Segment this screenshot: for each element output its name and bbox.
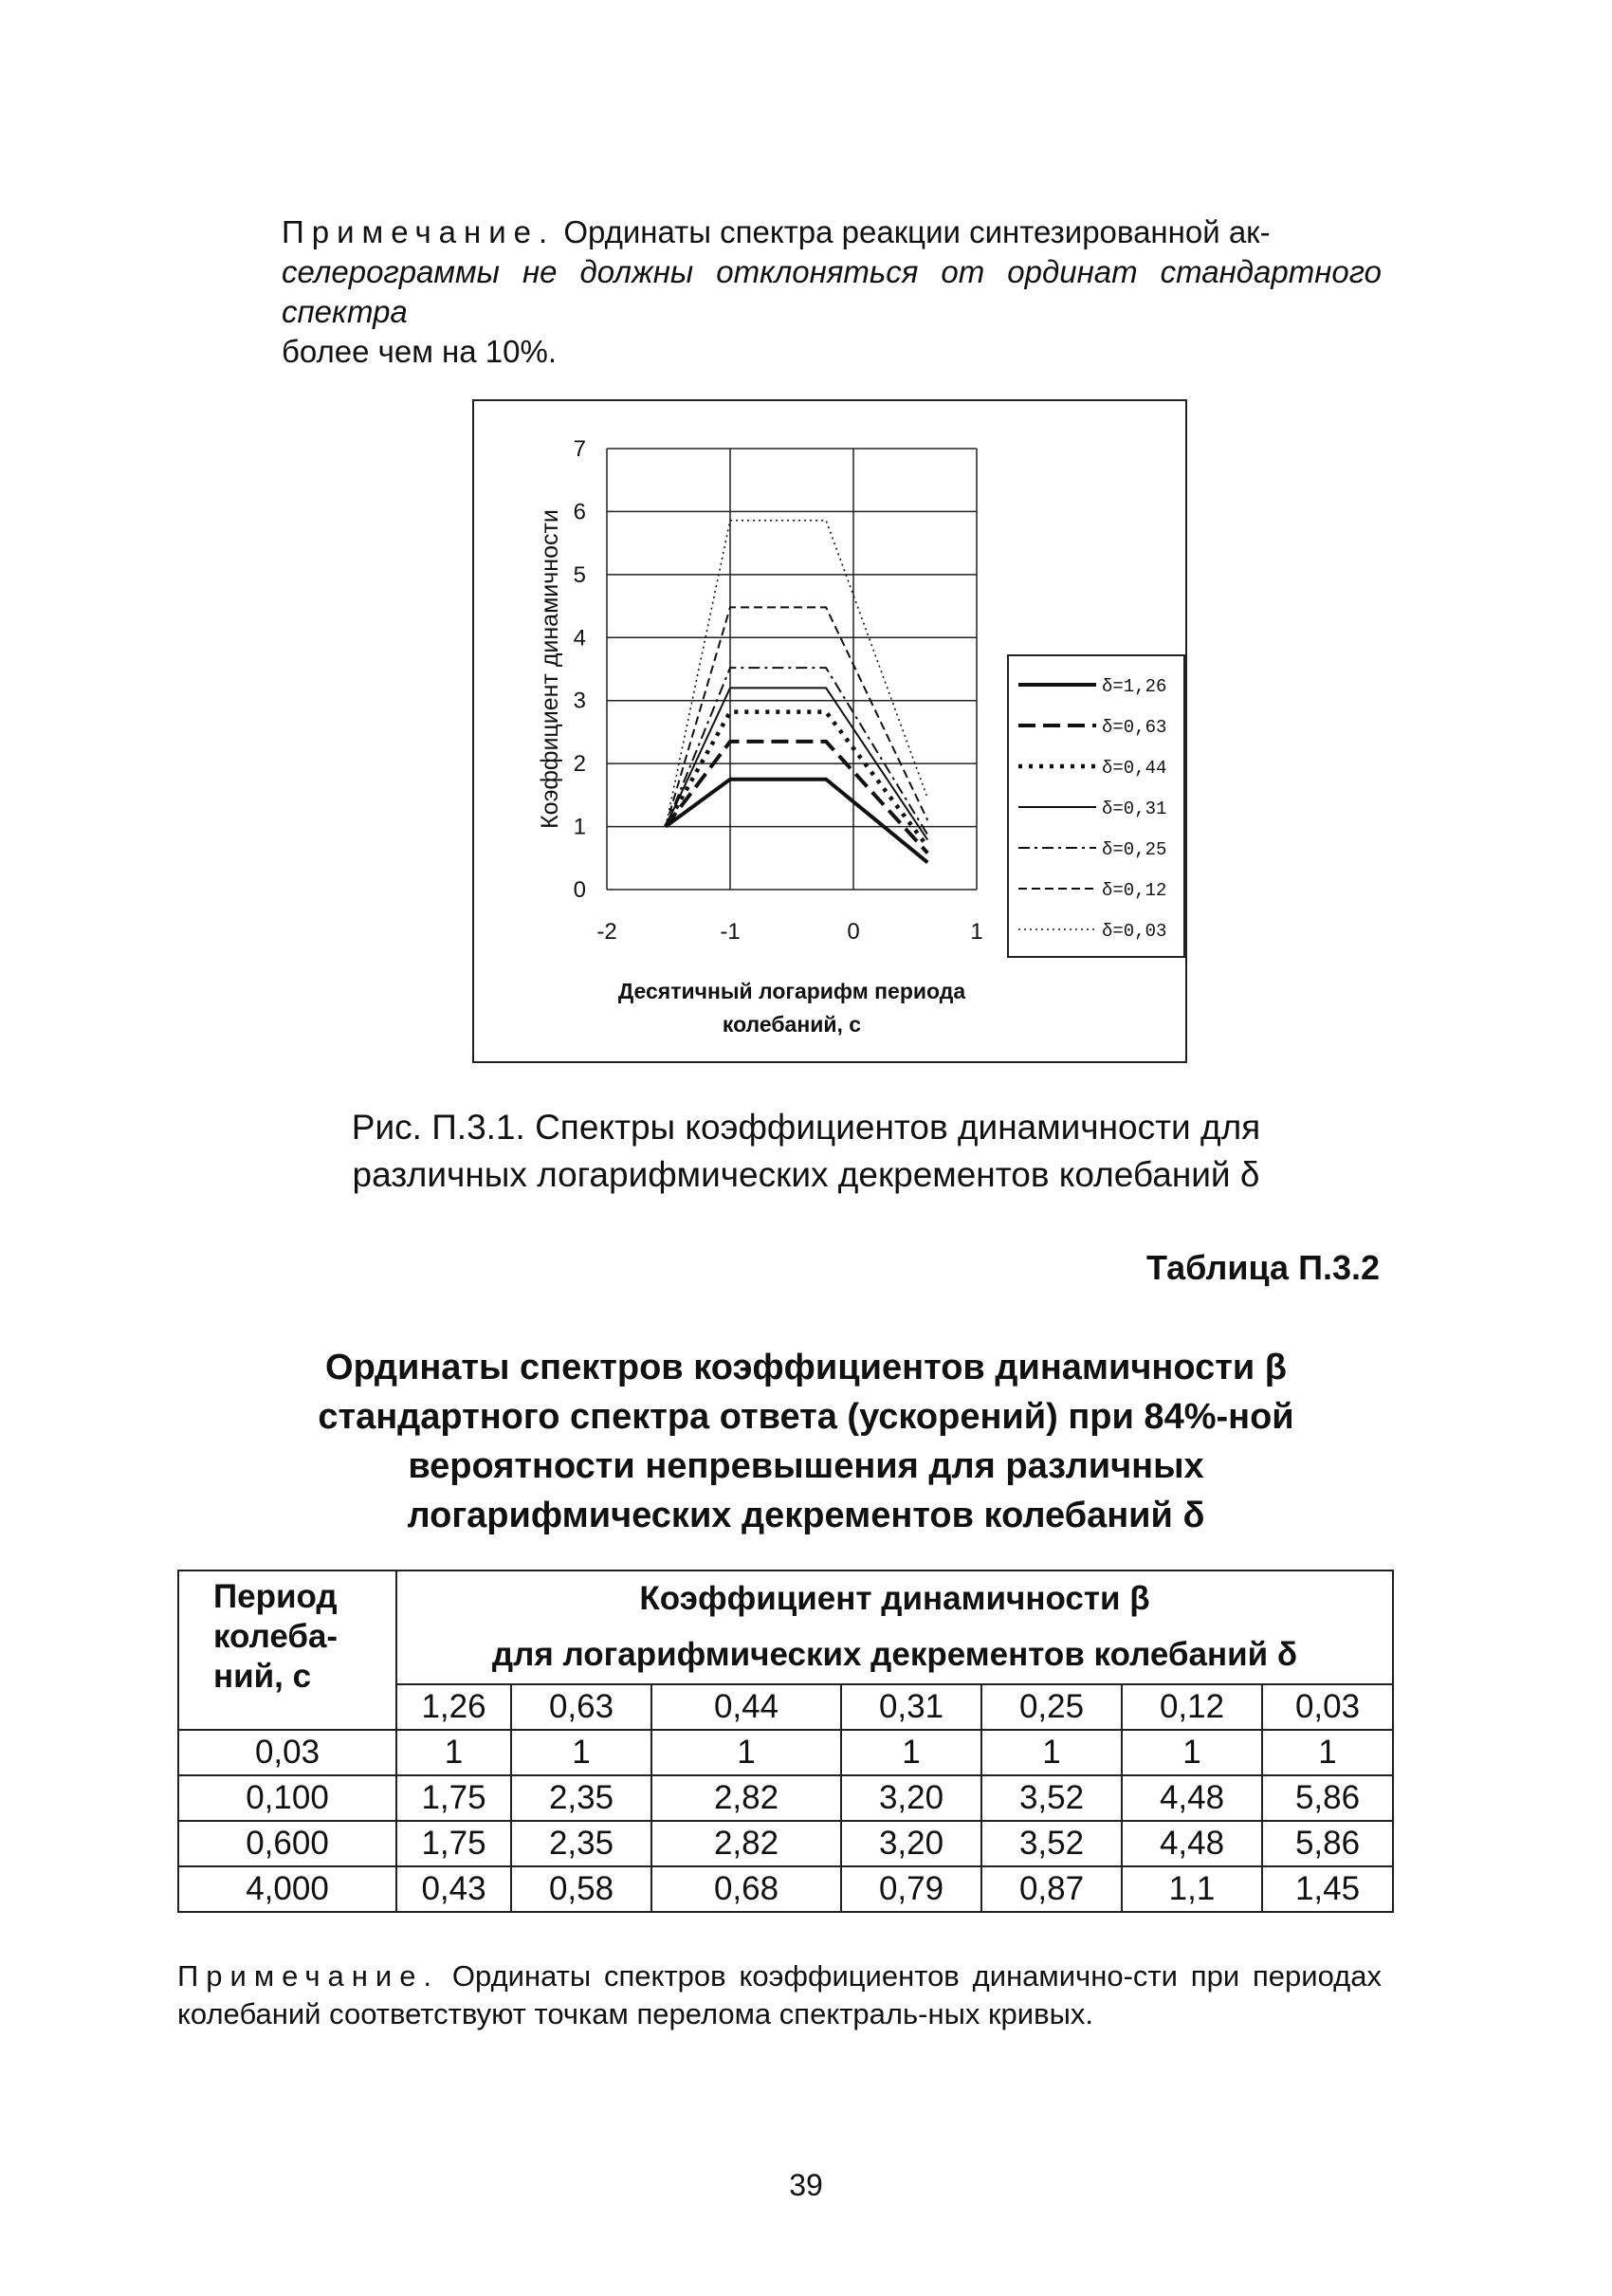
value-cell: 1 — [1122, 1730, 1262, 1775]
table-title — [190, 1343, 1422, 1540]
chart-series — [666, 521, 927, 863]
value-cell: 1 — [511, 1730, 651, 1775]
y-tick-label: 2 — [573, 751, 586, 778]
value-cell: 2,82 — [651, 1775, 841, 1821]
value-cell: 3,20 — [841, 1775, 981, 1821]
y-tick-label: 6 — [573, 499, 586, 525]
value-cell: 3,52 — [981, 1821, 1122, 1866]
series-line-5 — [666, 607, 927, 826]
table-title-line3: вероятности непревышения для различных — [408, 1446, 1204, 1486]
series-line-0 — [666, 780, 927, 863]
bottom-note — [177, 1957, 1382, 2033]
period-header: Период колеба- ний, с — [178, 1570, 396, 1730]
legend-label: δ=1,26 — [1102, 676, 1167, 697]
x-tick-label: 0 — [847, 919, 860, 945]
value-cell: 3,52 — [981, 1775, 1122, 1821]
y-axis-label: Коэффициент динамичности — [537, 509, 563, 829]
delta-value: 0,44 — [651, 1684, 841, 1730]
value-cell: 1,75 — [396, 1821, 511, 1866]
value-cell: 1 — [841, 1730, 981, 1775]
table-row — [178, 1775, 1393, 1821]
y-tick-label: 5 — [573, 561, 586, 588]
period-cell: 0,03 — [178, 1730, 396, 1775]
bottom-note-label: Примечание. — [177, 1959, 440, 1993]
y-tick-label: 4 — [573, 625, 586, 652]
y-tick-label: 3 — [573, 688, 586, 714]
figure-caption-line2: различных логарифмических декрементов колебаний δ — [352, 1155, 1260, 1194]
delta-value: 0,12 — [1122, 1684, 1262, 1730]
legend-label: δ=0,63 — [1102, 717, 1167, 738]
value-cell: 2,35 — [511, 1775, 651, 1821]
value-cell: 2,35 — [511, 1821, 651, 1866]
delta-value: 1,26 — [396, 1684, 511, 1730]
legend-label: δ=0,44 — [1102, 758, 1167, 779]
x-tick-label: -1 — [720, 919, 741, 945]
figure-caption-line1: Рис. П.3.1. Спектры коэффициентов динамичности для — [351, 1108, 1261, 1147]
value-cell: 5,86 — [1262, 1775, 1393, 1821]
period-cell: 4,000 — [178, 1866, 396, 1912]
table-title-line2: стандартного спектра ответа (ускорений) при 84%-ной — [318, 1397, 1294, 1437]
value-cell: 2,82 — [651, 1821, 841, 1866]
value-cell: 1 — [651, 1730, 841, 1775]
value-cell: 1,75 — [396, 1775, 511, 1821]
top-note-italic-text: селерограммы не должны отклоняться от ординат стандартного спектра — [282, 254, 1382, 329]
legend-entries — [1009, 656, 1185, 958]
value-cell: 0,43 — [396, 1866, 511, 1912]
period-cell: 0,600 — [178, 1821, 396, 1866]
value-cell: 0,58 — [511, 1866, 651, 1912]
y-tick-label: 0 — [573, 877, 586, 903]
delta-value: 0,25 — [981, 1684, 1122, 1730]
top-note-label: Примечание. — [282, 214, 556, 249]
top-note — [282, 212, 1382, 372]
value-cell: 0,68 — [651, 1866, 841, 1912]
top-note-text: Ординаты спектра реакции синтезированной ак- — [555, 214, 1271, 249]
value-cell: 3,20 — [841, 1821, 981, 1866]
legend-label: δ=0,31 — [1102, 799, 1167, 819]
chart-ticks — [574, 436, 983, 945]
figure-caption — [190, 1104, 1422, 1199]
x-axis-label-line2: колебаний, с — [722, 1012, 862, 1037]
value-cell: 5,86 — [1262, 1821, 1393, 1866]
x-axis-label-line1: Десятичный логарифм периода — [617, 979, 966, 1003]
bottom-note-text: Ординаты спектров коэффициентов динамично-сти при периодах колебаний соответствуют точкам перелома спектраль-ных кривых. — [177, 1959, 1382, 2030]
period-cell: 0,100 — [178, 1775, 396, 1821]
delta-value: 0,63 — [511, 1684, 651, 1730]
table-row — [178, 1730, 1393, 1775]
table-row — [178, 1866, 1393, 1912]
legend-label: δ=0,12 — [1102, 880, 1167, 901]
delta-header: для логарифмических декрементов колебаний δ — [396, 1626, 1393, 1684]
beta-table — [177, 1570, 1394, 1913]
legend-label: δ=0,03 — [1102, 921, 1167, 942]
table-header-row — [178, 1570, 1393, 1626]
value-cell: 1,1 — [1122, 1866, 1262, 1912]
table-title-line4: логарифмических декрементов колебаний δ — [407, 1496, 1205, 1535]
delta-value: 0,03 — [1262, 1684, 1393, 1730]
value-cell: 1 — [981, 1730, 1122, 1775]
value-cell: 0,79 — [841, 1866, 981, 1912]
value-cell: 4,48 — [1122, 1775, 1262, 1821]
coef-header: Коэффициент динамичности β — [396, 1570, 1393, 1626]
table-number: Таблица П.3.2 — [1146, 1248, 1380, 1287]
y-tick-label: 1 — [573, 814, 586, 840]
x-tick-label: 1 — [970, 919, 983, 945]
value-cell: 1,45 — [1262, 1866, 1393, 1912]
chart-grid — [607, 449, 977, 890]
chart-legend — [1007, 654, 1185, 958]
value-cell: 1 — [1262, 1730, 1393, 1775]
delta-value: 0,31 — [841, 1684, 981, 1730]
value-cell: 0,87 — [981, 1866, 1122, 1912]
x-tick-label: -2 — [596, 919, 617, 945]
y-tick-label: 7 — [573, 436, 586, 462]
value-cell: 4,48 — [1122, 1821, 1262, 1866]
table-title-line1: Ординаты спектров коэффициентов динамичности β — [325, 1348, 1287, 1387]
value-cell: 1 — [396, 1730, 511, 1775]
top-note-end-text: более чем на 10%. — [282, 334, 558, 369]
table-row — [178, 1821, 1393, 1866]
legend-label: δ=0,25 — [1102, 839, 1167, 860]
page-number: 39 — [789, 2168, 823, 2202]
